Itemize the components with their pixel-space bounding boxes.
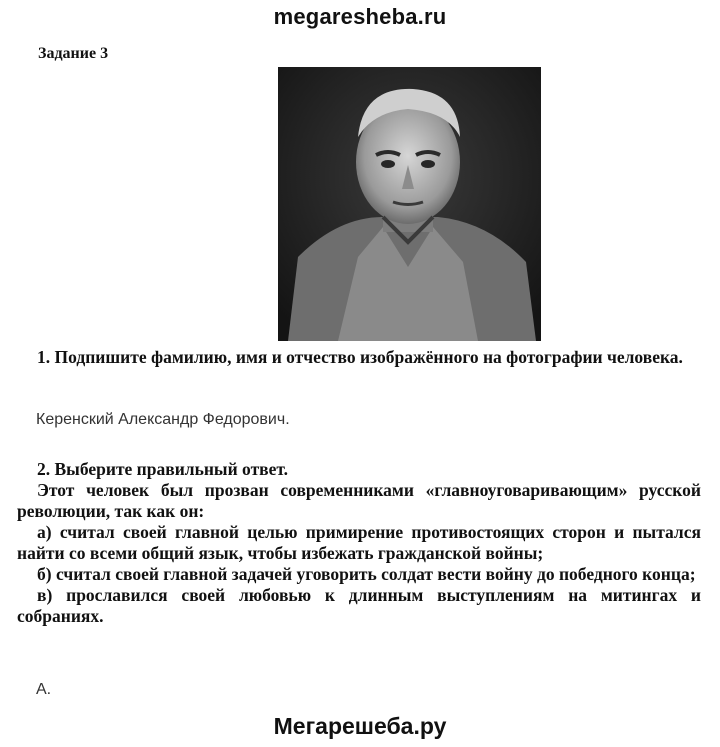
question-2-option-a: а) считал своей главной целью примирение противостоящих сторон и пытался найти со всеми общий язык, чтобы избежать гражданской войны; xyxy=(17,522,701,563)
question-2-title: 2. Выберите правильный ответ. xyxy=(37,459,289,479)
site-footer: Мегарешеба.ру xyxy=(273,713,447,739)
question-1-text: 1. Подпишите фамилию, имя и отчество изображённого на фотографии человека. xyxy=(37,347,683,367)
question-2-option-c: в) прославился своей любовью к длинным выступлениям на митингах и собраниях. xyxy=(17,585,701,626)
question-1-answer: Керенский Александр Федорович. xyxy=(36,411,290,428)
site-header: megaresheba.ru xyxy=(273,4,447,29)
question-2-answer: А. xyxy=(36,681,52,698)
task-title: Задание 3 xyxy=(38,45,109,62)
question-2-option-b: б) считал своей главной задачей уговорить солдат вести войну до победного конца; xyxy=(37,564,696,584)
portrait-photo xyxy=(278,67,541,341)
question-2 xyxy=(17,459,701,627)
question-2-stem: Этот человек был прозван современниками «главноуговаривающим» русской революции, так как он: xyxy=(17,480,701,521)
